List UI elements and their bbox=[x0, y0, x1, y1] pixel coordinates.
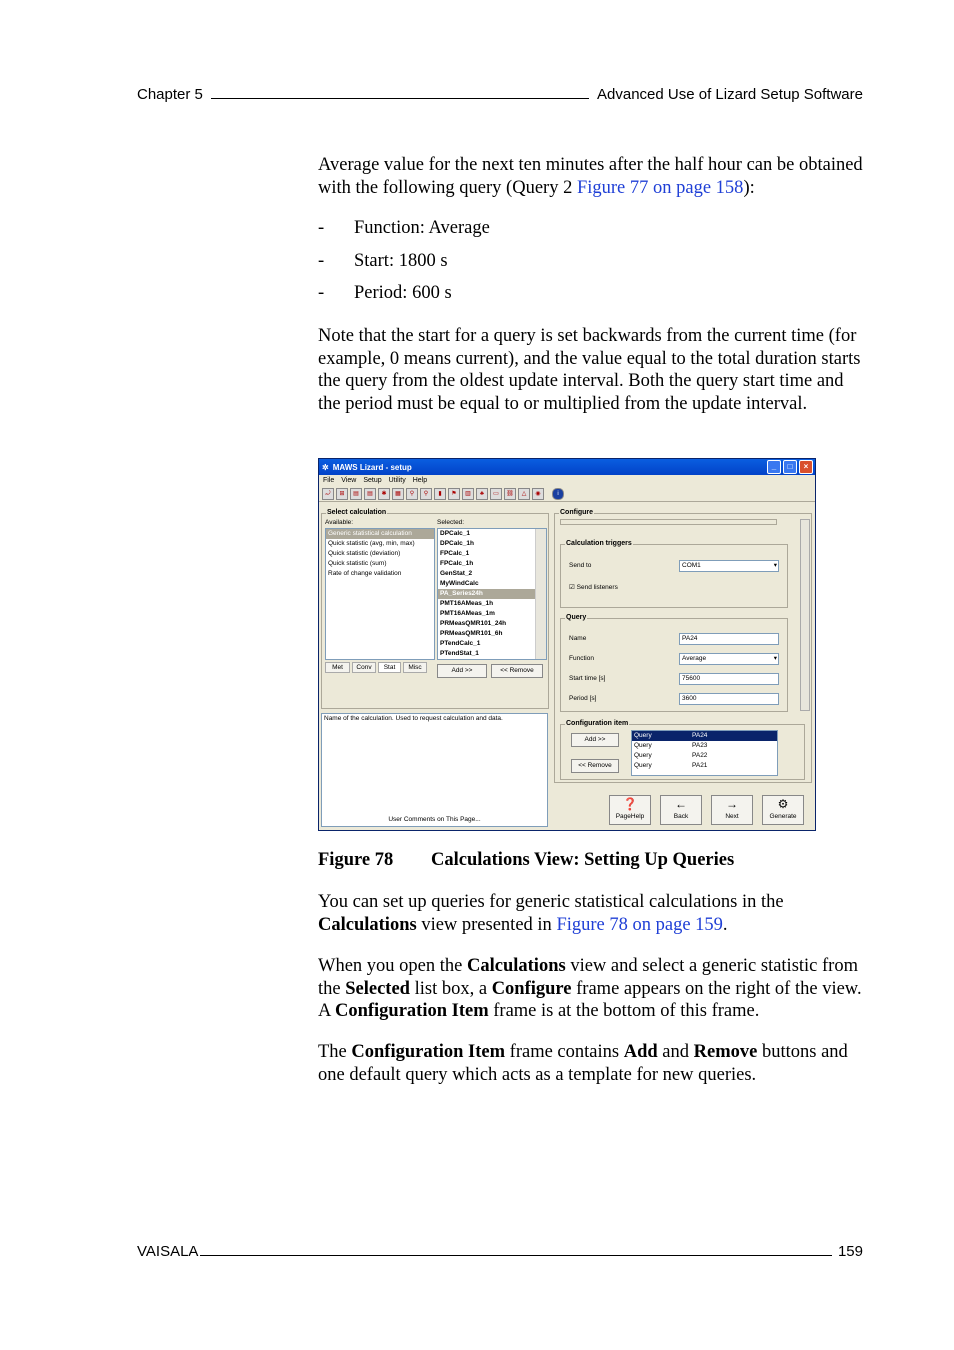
figure-78-link[interactable]: Figure 78 on page 159 bbox=[556, 914, 723, 935]
chevron-down-icon[interactable]: ▾ bbox=[773, 655, 777, 662]
configure-label: Configure bbox=[560, 509, 594, 516]
intro-paragraph bbox=[318, 154, 863, 199]
period-label: Period [s] bbox=[569, 695, 597, 702]
page-header bbox=[137, 86, 863, 103]
section-title: Advanced Use of Lizard Setup Software bbox=[597, 86, 863, 103]
back-button[interactable] bbox=[660, 795, 702, 825]
list-item[interactable] bbox=[632, 741, 777, 751]
tab-stat[interactable]: Stat bbox=[378, 662, 401, 673]
toolbar-link-icon[interactable]: ⛓ bbox=[504, 488, 516, 500]
app-icon: ✲ bbox=[322, 462, 329, 472]
list-item[interactable]: PRMeasQMR101_6h bbox=[440, 630, 503, 637]
item-type: Query bbox=[634, 742, 652, 749]
window-title: MAWS Lizard - setup bbox=[332, 462, 412, 472]
help-icon: ❓ bbox=[622, 797, 638, 811]
user-comments-link[interactable]: User Comments on This Page... bbox=[388, 816, 481, 823]
toolbar-group-icon[interactable]: ♣ bbox=[476, 488, 488, 500]
calculation-triggers-label: Calculation triggers bbox=[566, 540, 632, 547]
bullet-text: Start: 1800 s bbox=[354, 251, 448, 271]
toolbar-globe-icon[interactable]: ◉ bbox=[532, 488, 544, 500]
list-item[interactable] bbox=[632, 761, 777, 771]
item-name: PA21 bbox=[692, 762, 708, 769]
item-name: PA23 bbox=[692, 742, 708, 749]
pagehelp-button[interactable] bbox=[609, 795, 651, 825]
bullet-dash: - bbox=[318, 251, 325, 271]
header-rule bbox=[211, 86, 589, 99]
menu-file[interactable]: File bbox=[323, 477, 335, 484]
next-label: Next bbox=[725, 813, 739, 820]
description-box bbox=[321, 713, 548, 827]
list-item[interactable]: PA_Series24h bbox=[438, 589, 546, 599]
info-icon[interactable]: i bbox=[552, 488, 564, 500]
query-frame bbox=[560, 614, 788, 712]
page-number: 159 bbox=[837, 1243, 863, 1260]
menu-bar bbox=[319, 475, 815, 486]
configure-separator bbox=[560, 519, 777, 525]
toolbar-wind-icon[interactable]: ⚲ bbox=[406, 488, 418, 500]
chevron-down-icon[interactable]: ▾ bbox=[773, 562, 777, 569]
item-type: Query bbox=[634, 762, 652, 769]
paragraph-3: You can set up queries for generic statistical calculations in the Calculations view presented in Figure 78 on page 159. bbox=[318, 892, 784, 935]
toolbar-person-icon[interactable]: ⚲ bbox=[420, 488, 432, 500]
name-field[interactable]: PA24 bbox=[679, 633, 779, 645]
available-label: Available: bbox=[325, 519, 354, 526]
menu-view[interactable]: View bbox=[341, 477, 357, 484]
list-item[interactable]: PRMeasQMR101_24h bbox=[440, 620, 507, 627]
remove-query-button[interactable]: << Remove bbox=[571, 759, 619, 773]
arrow-right-icon: → bbox=[726, 797, 738, 811]
bullet-text: Function: Average bbox=[354, 218, 490, 238]
list-item[interactable]: DPCalc_1h bbox=[440, 540, 474, 547]
pagehelp-label: PageHelp bbox=[615, 813, 645, 820]
add-calculation-button[interactable]: Add >> bbox=[437, 664, 487, 678]
configure-frame bbox=[554, 509, 812, 783]
list-item[interactable] bbox=[632, 751, 777, 761]
arrow-left-icon: ← bbox=[675, 797, 687, 811]
select-calculation-frame bbox=[321, 509, 549, 709]
list-item[interactable]: Quick statistic (sum) bbox=[328, 560, 387, 567]
company-name: VAISALA bbox=[137, 1243, 199, 1260]
tab-misc[interactable]: Misc bbox=[403, 662, 427, 673]
list-item[interactable]: FPCalc_1h bbox=[440, 560, 474, 567]
toolbar-table-icon[interactable]: ▥ bbox=[462, 488, 474, 500]
menu-help[interactable]: Help bbox=[412, 477, 428, 484]
next-button[interactable] bbox=[711, 795, 753, 825]
generate-button[interactable] bbox=[762, 795, 804, 825]
description-text: Name of the calculation. Used to request calculation and data. bbox=[324, 715, 503, 722]
item-type: Query bbox=[634, 732, 652, 739]
add-query-button[interactable]: Add >> bbox=[571, 733, 619, 747]
list-item[interactable]: Rate of change validation bbox=[328, 570, 402, 577]
intro-after: ): bbox=[743, 177, 755, 198]
window-titlebar bbox=[319, 459, 815, 475]
start-time-field[interactable]: 75600 bbox=[679, 673, 779, 685]
select-calculation-label: Select calculation bbox=[327, 509, 387, 516]
generate-label: Generate bbox=[769, 813, 797, 820]
generate-icon: ⚙ bbox=[777, 797, 789, 811]
bullet-dash: - bbox=[318, 283, 325, 303]
send-to-select[interactable] bbox=[679, 560, 779, 572]
list-item[interactable]: Generic statistical calculation bbox=[326, 529, 434, 539]
note-paragraph: Note that the start for a query is set backwards from the current time (for example, 0 means current), and the value equal to the total duration starts the query from the oldest update interval. Both the query start time and the period must be equal to or multiplied from the update interval. bbox=[318, 326, 861, 414]
category-tabs bbox=[325, 662, 435, 674]
toolbar-flag-icon[interactable]: ⚑ bbox=[448, 488, 460, 500]
list-item[interactable]: GenStat_2 bbox=[440, 570, 473, 577]
figure-title: Calculations View: Setting Up Queries bbox=[431, 850, 735, 870]
list-item[interactable]: PTendCalc_1 bbox=[440, 640, 481, 647]
page-footer bbox=[137, 1243, 863, 1260]
tab-conv[interactable]: Conv bbox=[352, 662, 376, 673]
available-listbox[interactable] bbox=[325, 528, 435, 660]
start-time-label: Start time [s] bbox=[569, 675, 606, 682]
figure-77-link[interactable]: Figure 77 on page 158 bbox=[576, 177, 744, 198]
menu-setup[interactable]: Setup bbox=[363, 477, 382, 484]
footer-rule bbox=[200, 1243, 832, 1256]
selected-scrollbar[interactable] bbox=[535, 529, 546, 659]
item-name: PA22 bbox=[692, 752, 708, 759]
toolbar-open-icon[interactable]: ⤾ bbox=[322, 488, 334, 500]
list-item[interactable]: DPCalc_1 bbox=[440, 530, 470, 537]
back-label: Back bbox=[673, 813, 689, 820]
paragraph-4: When you open the Calculations view and select a generic statistic from the Selected list box, a Configure frame appears on the right of the view. A Configuration Item frame is at the bottom of this frame. bbox=[318, 956, 862, 1021]
configuration-item-label: Configuration item bbox=[566, 720, 629, 727]
close-icon[interactable]: × bbox=[799, 460, 813, 474]
selected-label: Selected: bbox=[437, 519, 465, 526]
function-select[interactable] bbox=[679, 653, 779, 665]
toolbar-alarm-icon[interactable]: △ bbox=[518, 488, 530, 500]
list-item[interactable]: Quick statistic (deviation) bbox=[328, 550, 401, 557]
toolbar bbox=[319, 486, 815, 502]
send-listeners-label: Send listeners bbox=[576, 584, 618, 591]
tab-met[interactable]: Met bbox=[325, 662, 350, 673]
name-label: Name bbox=[569, 635, 587, 642]
paragraph-5: The Configuration Item frame contains Add and Remove buttons and one default query which acts as a template for new queries. bbox=[318, 1042, 848, 1085]
figure-label: Figure 78 bbox=[318, 850, 394, 870]
query-label: Query bbox=[566, 614, 587, 621]
function-label: Function bbox=[569, 655, 594, 662]
list-item[interactable]: Quick statistic (avg, min, max) bbox=[328, 540, 415, 547]
toolbar-calc-icon[interactable]: ▦ bbox=[392, 488, 404, 500]
list-item[interactable]: PMT16AMeas_1h bbox=[440, 600, 494, 607]
remove-calculation-button[interactable]: << Remove bbox=[491, 664, 543, 678]
toolbar-bar-icon[interactable]: ▮ bbox=[434, 488, 446, 500]
list-item[interactable]: PTendStat_1 bbox=[440, 650, 479, 657]
selected-listbox[interactable] bbox=[437, 528, 547, 660]
function-value: Average bbox=[682, 655, 707, 662]
calculation-triggers-frame bbox=[560, 540, 788, 608]
toolbar-def2-icon[interactable]: ▤ bbox=[364, 488, 376, 500]
chapter-label: Chapter 5 bbox=[137, 86, 203, 103]
toolbar-tree-icon[interactable]: ⊞ bbox=[336, 488, 348, 500]
list-item[interactable] bbox=[632, 731, 777, 741]
bullet-dash: - bbox=[318, 218, 325, 238]
item-type: Query bbox=[634, 752, 652, 759]
toolbar-doc-icon[interactable]: ▭ bbox=[490, 488, 502, 500]
list-item[interactable]: MyWindCalc bbox=[440, 580, 479, 587]
toolbar-sensor-icon[interactable]: ✱ bbox=[378, 488, 390, 500]
menu-utility[interactable]: Utility bbox=[388, 477, 406, 484]
send-listeners-checkbox[interactable]: ☑ Send listeners bbox=[569, 584, 618, 591]
configure-scrollbar[interactable] bbox=[800, 519, 810, 711]
lizard-window-screenshot bbox=[318, 458, 816, 831]
list-item[interactable]: PMT16AMeas_1m bbox=[440, 610, 495, 617]
send-to-label: Send to bbox=[569, 562, 592, 569]
minimize-icon[interactable]: _ bbox=[767, 460, 781, 474]
maximize-icon[interactable]: □ bbox=[783, 460, 797, 474]
item-name: PA24 bbox=[692, 732, 708, 739]
intro-text: Average value for the next ten minutes after the half hour can be obtained with the following query (Query 2 bbox=[318, 155, 863, 198]
toolbar-def-icon[interactable]: ▤ bbox=[350, 488, 362, 500]
period-field[interactable]: 3600 bbox=[679, 693, 779, 705]
configuration-item-frame bbox=[560, 720, 805, 780]
bullet-text: Period: 600 s bbox=[354, 283, 452, 303]
list-item[interactable]: FPCalc_1 bbox=[440, 550, 470, 557]
send-to-value: COM1 bbox=[682, 562, 701, 569]
configuration-item-list[interactable] bbox=[631, 730, 778, 776]
